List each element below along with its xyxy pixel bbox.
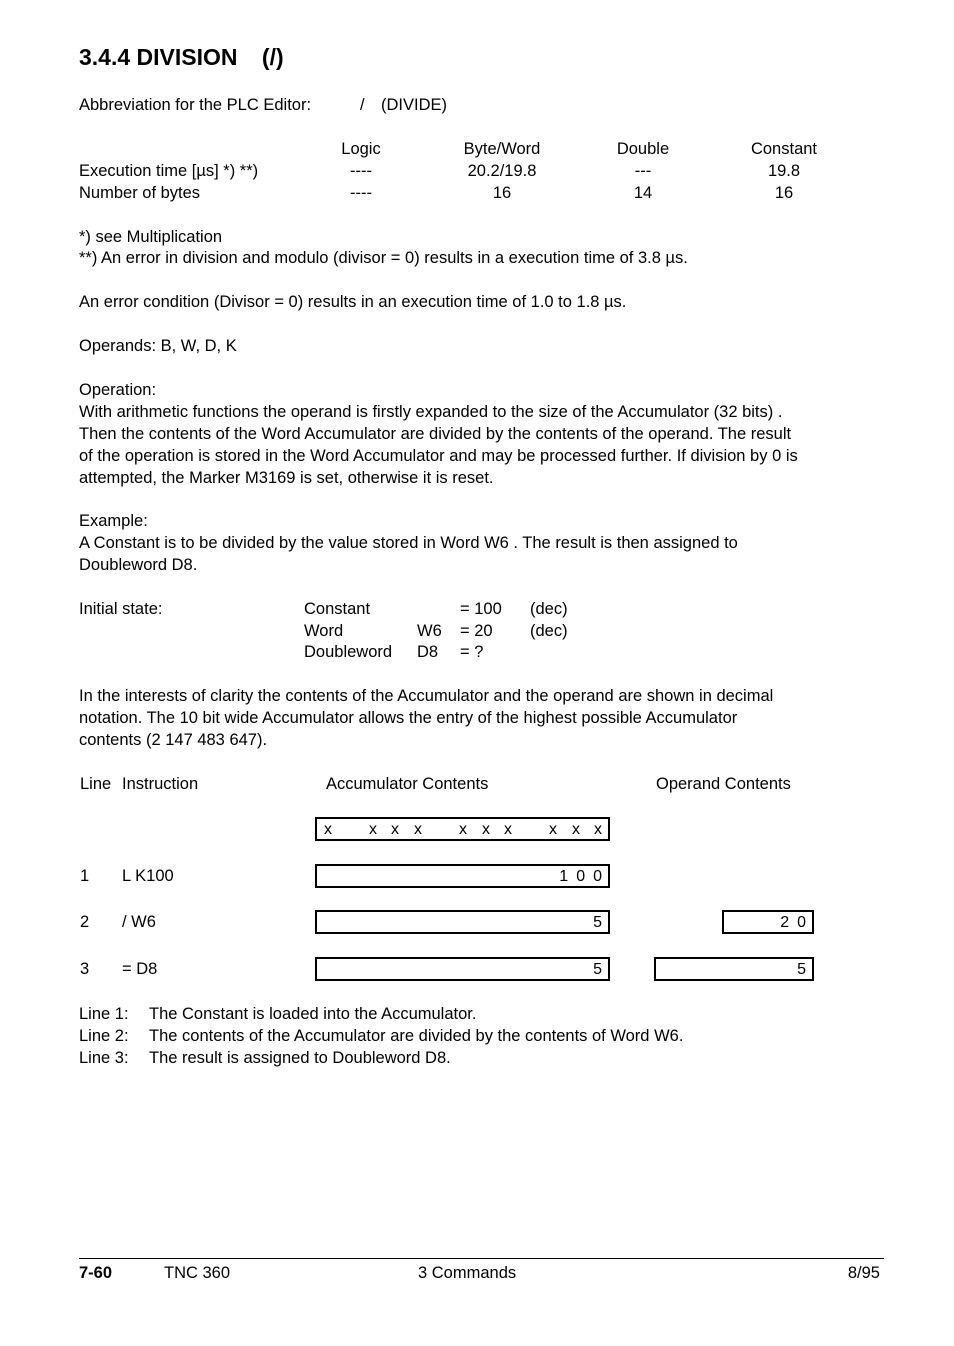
example-line: A Constant is to be divided by the value stored in Word W6 . The result is then assigned to	[79, 534, 738, 552]
footer-rule	[79, 1258, 884, 1259]
line-note-text: The result is assigned to Doubleword D8.	[149, 1049, 451, 1067]
program-line-number: 3	[80, 960, 90, 978]
accumulator-box	[315, 910, 610, 934]
col-header-constant: Constant	[750, 140, 818, 158]
abbrev-name: (DIVIDE)	[381, 96, 447, 114]
initial-state-label: Initial state:	[79, 600, 163, 618]
program-instruction: = D8	[122, 960, 158, 978]
abbrev-symbol: /	[360, 96, 365, 114]
digit-x: x	[369, 821, 377, 838]
digit-x: x	[391, 821, 399, 838]
digit-x: x	[482, 821, 490, 838]
example-section	[79, 510, 879, 576]
accumulator-value: 100	[559, 868, 610, 885]
program-line-number: 2	[80, 913, 90, 931]
operation-line: Then the contents of the Word Accumulator are divided by the contents of the operand. The result	[79, 425, 792, 443]
col-header-operand: Operand Contents	[656, 775, 791, 793]
digit-x: x	[414, 821, 422, 838]
footer-chapter: 3 Commands	[418, 1264, 517, 1282]
clarity-line: notation. The 10 bit wide Accumulator allows the entry of the highest possible Accumulator	[79, 709, 738, 727]
line-note-label: Line 2:	[79, 1027, 129, 1045]
section-heading	[79, 42, 284, 72]
table-cell: 14	[633, 184, 653, 202]
table-cell: ---	[634, 162, 652, 180]
table-cell: ----	[350, 162, 372, 180]
operand-box	[654, 957, 814, 981]
line-note-label: Line 3:	[79, 1049, 129, 1067]
operation-line: of the operation is stored in the Word Accumulator and may be processed further. If division by 0 is	[79, 447, 798, 465]
accumulator-value: 5	[593, 961, 610, 978]
state-value: = 20	[460, 622, 493, 640]
state-name: Constant	[304, 600, 371, 618]
table-cell: 16	[492, 184, 512, 202]
state-value: = ?	[460, 643, 484, 661]
clarity-line: In the interests of clarity the contents of the Accumulator and the operand are shown in decimal	[79, 687, 774, 705]
example-title: Example:	[79, 512, 148, 530]
operation-line: attempted, the Marker M3169 is set, otherwise it is reset.	[79, 469, 494, 487]
digit-x: x	[324, 821, 332, 838]
digit-x: x	[572, 821, 580, 838]
digit-x: x	[594, 821, 602, 838]
table-cell: 19.8	[767, 162, 801, 180]
program-instruction: / W6	[122, 913, 156, 931]
accumulator-box	[315, 957, 610, 981]
operand-value: 5	[797, 961, 814, 978]
col-header-double: Double	[616, 140, 670, 158]
col-header-line: Line	[80, 775, 112, 793]
footer-date: 8/95	[847, 1264, 880, 1282]
program-line-number: 1	[80, 867, 90, 885]
operation-title: Operation:	[79, 381, 157, 399]
col-header-byte-word: Byte/Word	[463, 140, 541, 158]
accumulator-value: 5	[593, 914, 610, 931]
state-unit: (dec)	[530, 622, 568, 640]
col-header-instruction: Instruction	[122, 775, 199, 793]
col-header-accumulator: Accumulator Contents	[326, 775, 489, 793]
operand-box	[722, 910, 814, 934]
section-title: DIVISION	[136, 44, 238, 70]
digit-x: x	[459, 821, 467, 838]
program-instruction: L K100	[122, 867, 174, 885]
state-name: Word	[304, 622, 344, 640]
line-note-label: Line 1:	[79, 1005, 129, 1023]
footer-page-number: 7-60	[79, 1264, 113, 1282]
operands-text: Operands: B, W, D, K	[79, 337, 237, 355]
operand-value: 20	[780, 914, 814, 931]
state-unit: (dec)	[530, 600, 568, 618]
row-label-number-of-bytes: Number of bytes	[79, 184, 201, 202]
operation-line: With arithmetic functions the operand is firstly expanded to the size of the Accumulator (32 bits) .	[79, 403, 783, 421]
line-note-text: The contents of the Accumulator are divided by the contents of Word W6.	[149, 1027, 684, 1045]
state-addr: W6	[417, 622, 442, 640]
clarity-paragraph	[79, 685, 879, 751]
table-cell: 16	[774, 184, 794, 202]
accumulator-box	[315, 864, 610, 888]
state-addr: D8	[417, 643, 439, 661]
line-note-text: The Constant is loaded into the Accumulator.	[149, 1005, 477, 1023]
footnote-2: **) An error in division and modulo (divisor = 0) results in a execution time of 3.8 µs.	[79, 249, 688, 267]
row-label-execution-time: Execution time [µs] *) **)	[79, 162, 259, 180]
table-cell: 20.2/19.8	[467, 162, 537, 180]
example-line: Doubleword D8.	[79, 556, 198, 574]
table-cell: ----	[350, 184, 372, 202]
operation-section	[79, 379, 879, 489]
accumulator-width-box	[315, 817, 610, 841]
footnote-1: *) see Multiplication	[79, 228, 223, 246]
error-condition-text: An error condition (Divisor = 0) results in an execution time of 1.0 to 1.8 µs.	[79, 293, 627, 311]
digit-x: x	[504, 821, 512, 838]
state-value: = 100	[460, 600, 502, 618]
section-number: 3.4.4	[79, 44, 131, 70]
abbrev-label: Abbreviation for the PLC Editor:	[79, 96, 312, 114]
digit-x: x	[549, 821, 557, 838]
footer-product: TNC 360	[164, 1264, 231, 1282]
state-name: Doubleword	[304, 643, 393, 661]
col-header-logic: Logic	[341, 140, 381, 158]
section-symbol: (/)	[261, 44, 284, 70]
clarity-line: contents (2 147 483 647).	[79, 731, 268, 749]
